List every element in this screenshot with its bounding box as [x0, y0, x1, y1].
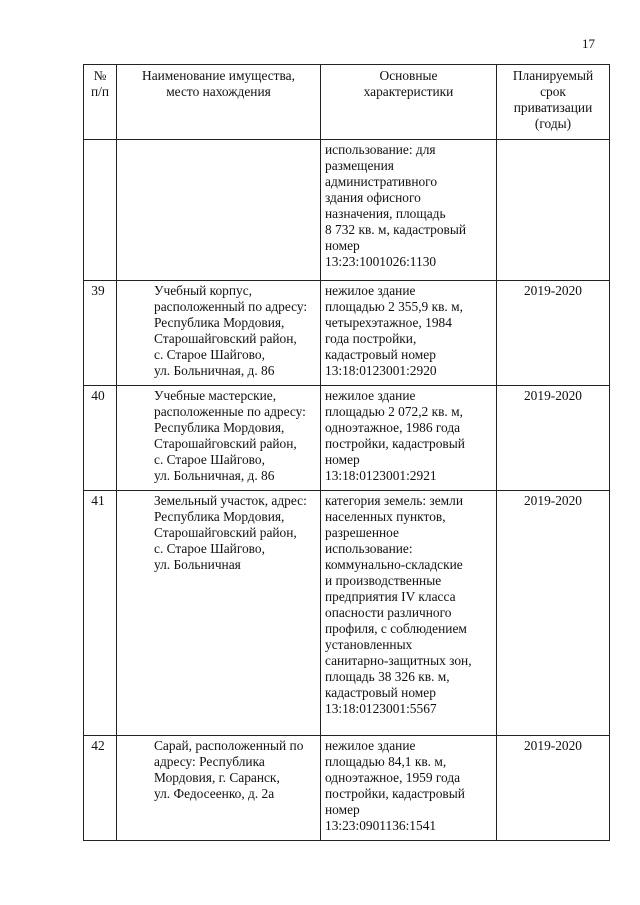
cell-number: 39 [84, 281, 117, 386]
cell-characteristics: использование: для размещения административного здания офисного назначения, площадь 8 732 кв. м, кадастровый номер 13:23:1001026:1130 [321, 140, 497, 281]
cell-number: 41 [84, 491, 117, 736]
cell-name-location [117, 140, 321, 281]
cell-term: 2019-2020 [497, 736, 610, 841]
cell-name-location: Учебные мастерские, расположенные по адресу: Республика Мордовия, Старошайговский район, с. Старое Шайгово, ул. Больничная, д. 86 [117, 386, 321, 491]
header-privatization-term: Планируемый срок приватизации (годы) [497, 65, 610, 140]
cell-characteristics: нежилое здание площадью 84,1 кв. м, одноэтажное, 1959 года постройки, кадастровый номер 13:23:0901136:1541 [321, 736, 497, 841]
cell-term: 2019-2020 [497, 386, 610, 491]
header-characteristics: Основные характеристики [321, 65, 497, 140]
cell-term: 2019-2020 [497, 491, 610, 736]
table-header-row [84, 65, 610, 140]
cell-number [84, 140, 117, 281]
cell-number: 40 [84, 386, 117, 491]
cell-characteristics: нежилое здание площадью 2 355,9 кв. м, четырехэтажное, 1984 года постройки, кадастровый номер 13:18:0123001:2920 [321, 281, 497, 386]
cell-term: 2019-2020 [497, 281, 610, 386]
table-row [84, 281, 610, 386]
cell-name-location: Сарай, расположенный по адресу: Республика Мордовия, г. Саранск, ул. Федосеенко, д. 2а [117, 736, 321, 841]
cell-characteristics: нежилое здание площадью 2 072,2 кв. м, одноэтажное, 1986 года постройки, кадастровый номер 13:18:0123001:2921 [321, 386, 497, 491]
header-number: № п/п [84, 65, 117, 140]
cell-term [497, 140, 610, 281]
page-number: 17 [582, 36, 595, 51]
header-name-location: Наименование имущества, место нахождения [117, 65, 321, 140]
cell-name-location: Земельный участок, адрес: Республика Мордовия, Старошайговский район, с. Старое Шайгово, ул. Больничная [117, 491, 321, 736]
table-row [84, 140, 610, 281]
cell-characteristics: категория земель: земли населенных пунктов, разрешенное использование: коммунально-складские и производственные предприятия IV класса опасности различного профиля, с соблюдением установленных санитарно-защитных зон, площадь 38 326 кв. м, кадастровый номер 13:18:0123001:5567 [321, 491, 497, 736]
cell-name-location: Учебный корпус, расположенный по адресу: Республика Мордовия, Старошайговский район, с. Старое Шайгово, ул. Больничная, д. 86 [117, 281, 321, 386]
table-row [84, 736, 610, 841]
property-table [83, 64, 610, 841]
cell-number: 42 [84, 736, 117, 841]
table-row [84, 491, 610, 736]
table-row [84, 386, 610, 491]
